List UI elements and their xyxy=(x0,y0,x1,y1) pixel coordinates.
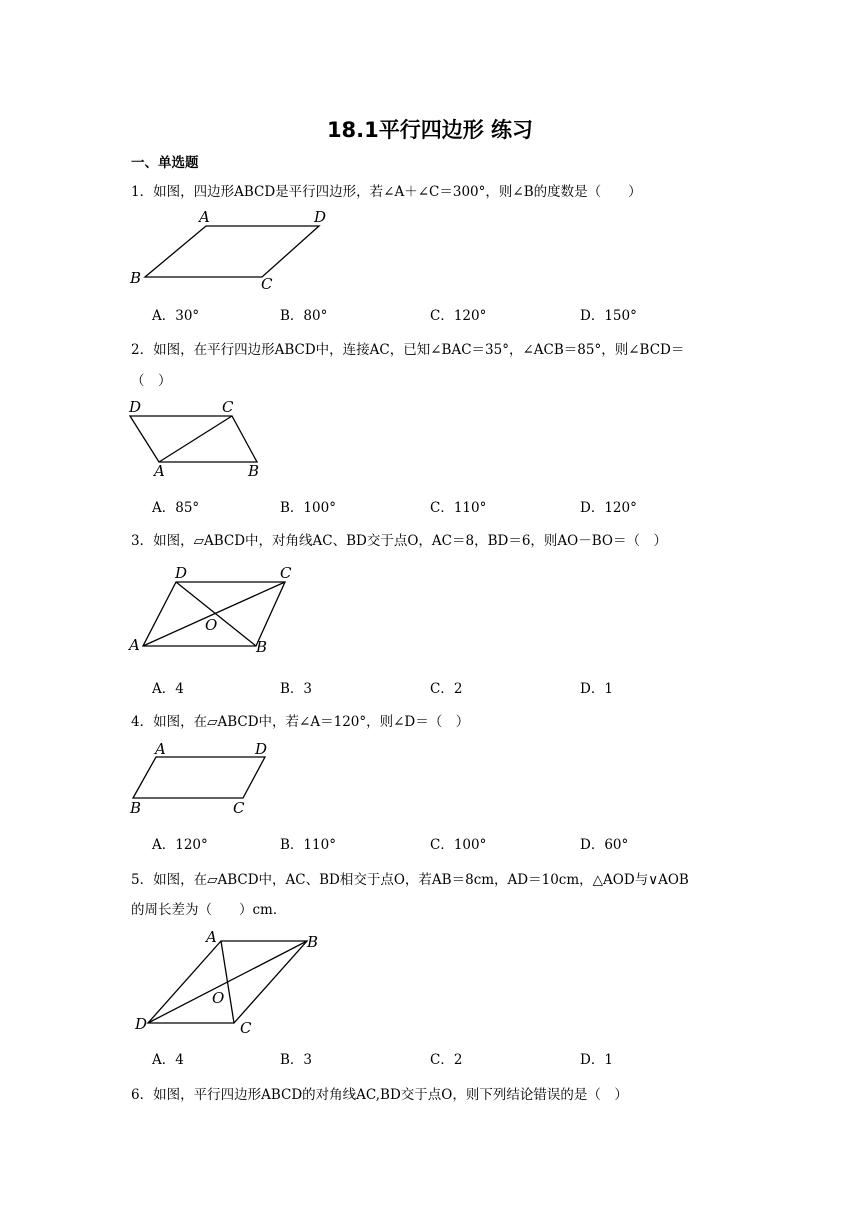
section-heading: 一、单选题 xyxy=(131,155,199,171)
vertex-label: C xyxy=(222,398,234,416)
question-3-options xyxy=(152,677,712,697)
parallelogram-abcd xyxy=(133,757,265,798)
question-5-stem: 5．如图，在▱ABCD中，AC、BD相交于点O，若AB＝8cm，AD＝10cm，△AOD与∨AOB xyxy=(131,872,689,888)
vertex-label: C xyxy=(261,275,273,293)
question-4-options xyxy=(152,833,712,853)
question-2-figure xyxy=(125,400,275,485)
diagonal-bd xyxy=(148,941,307,1023)
option-c[interactable]: C．2 xyxy=(430,1052,463,1068)
option-b[interactable]: B．100° xyxy=(280,500,336,516)
vertex-label: A xyxy=(206,928,217,946)
question-1-figure xyxy=(125,205,345,295)
vertex-label: C xyxy=(280,564,292,582)
diagonal-bd xyxy=(176,582,256,646)
question-2-stem-cont: （ ） xyxy=(131,373,172,389)
option-a[interactable]: A．4 xyxy=(152,681,184,697)
question-1-stem: 1．如图，四边形ABCD是平行四边形，若∠A＋∠C＝300°，则∠B的度数是（ ） xyxy=(131,184,642,200)
option-a[interactable]: A．120° xyxy=(152,837,208,853)
vertex-label: A xyxy=(154,462,165,480)
question-5-options xyxy=(152,1048,712,1068)
vertex-label: D xyxy=(175,564,188,582)
question-5-figure xyxy=(125,925,340,1040)
vertex-label: B xyxy=(307,933,319,951)
question-4-stem: 4．如图，在▱ABCD中，若∠A＝120°，则∠D＝（ ） xyxy=(131,714,470,730)
option-b[interactable]: B．110° xyxy=(280,837,336,853)
option-c[interactable]: C．120° xyxy=(430,308,487,324)
option-d[interactable]: D．1 xyxy=(580,1052,613,1068)
vertex-label: A xyxy=(199,208,210,226)
vertex-label: A xyxy=(129,636,140,654)
vertex-label: D xyxy=(255,740,268,758)
question-2-options xyxy=(152,496,712,516)
option-c[interactable]: C．2 xyxy=(430,681,463,697)
question-2-stem: 2．如图，在平行四边形ABCD中，连接AC，已知∠BAC＝35°，∠ACB＝85°，则∠BCD＝ xyxy=(131,342,685,358)
vertex-label: B xyxy=(130,269,142,287)
option-d[interactable]: D．150° xyxy=(580,308,637,324)
parallelogram-abcd xyxy=(130,416,257,462)
vertex-label: O xyxy=(205,616,218,634)
option-c[interactable]: C．110° xyxy=(430,500,487,516)
question-3-figure xyxy=(125,560,315,660)
parallelogram-abcd xyxy=(145,226,319,277)
diagonal-ac xyxy=(143,582,285,646)
vertex-label: A xyxy=(155,740,166,758)
vertex-label: D xyxy=(135,1015,148,1033)
question-1-options xyxy=(152,304,712,324)
vertex-label: B xyxy=(248,462,260,480)
vertex-label: C xyxy=(240,1019,252,1037)
option-d[interactable]: D．120° xyxy=(580,500,637,516)
option-b[interactable]: B．80° xyxy=(280,308,328,324)
option-d[interactable]: D．60° xyxy=(580,837,629,853)
vertex-label: D xyxy=(129,398,142,416)
option-b[interactable]: B．3 xyxy=(280,681,313,697)
question-4-figure xyxy=(125,738,285,823)
vertex-label: O xyxy=(212,989,225,1007)
option-c[interactable]: C．100° xyxy=(430,837,487,853)
vertex-label: B xyxy=(256,638,268,656)
option-a[interactable]: A．85° xyxy=(152,500,200,516)
option-d[interactable]: D．1 xyxy=(580,681,613,697)
question-3-stem: 3．如图，▱ABCD中，对角线AC、BD交于点O，AC＝8，BD＝6，则AO－BO＝（ ） xyxy=(131,533,667,549)
question-5-stem-cont: 的周长差为（ ）cm． xyxy=(131,902,287,918)
page-title: 18.1平行四边形 练习 xyxy=(326,118,534,142)
question-6-stem: 6．如图，平行四边形ABCD的对角线AC,BD交于点O，则下列结论错误的是（ ） xyxy=(131,1087,628,1103)
diagonal-ac xyxy=(159,416,232,462)
option-a[interactable]: A．4 xyxy=(152,1052,184,1068)
vertex-label: D xyxy=(314,208,327,226)
vertex-label: B xyxy=(130,799,142,817)
vertex-label: C xyxy=(233,799,245,817)
option-a[interactable]: A．30° xyxy=(152,308,200,324)
option-b[interactable]: B．3 xyxy=(280,1052,313,1068)
